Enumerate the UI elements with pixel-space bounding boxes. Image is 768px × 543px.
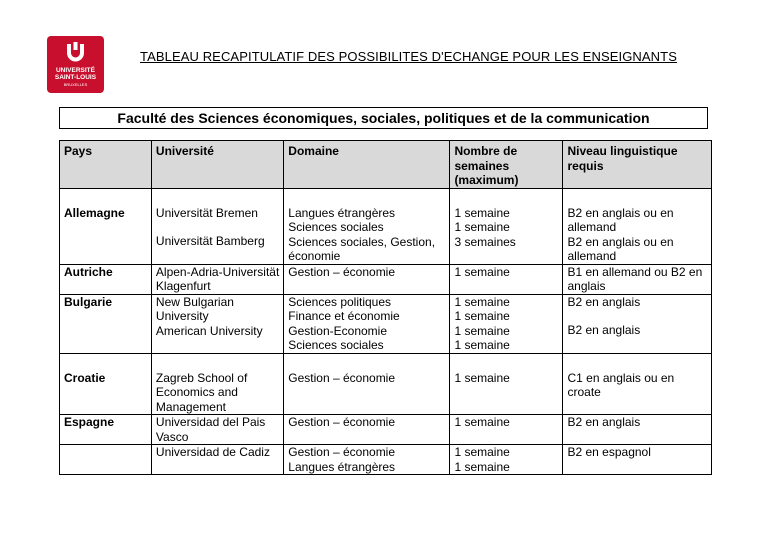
exchange-table	[59, 140, 712, 475]
domain-item: Sciences sociales	[288, 220, 384, 234]
cell-domain	[284, 353, 450, 415]
university-name: American University	[155, 323, 263, 338]
weeks-item: 1 semaine	[454, 294, 510, 309]
logo-line-1: UNIVERSITÉ	[55, 67, 95, 74]
cell-country	[60, 445, 152, 475]
domain-item: Sciences sociales	[288, 338, 384, 352]
weeks-item: 1 semaine	[454, 220, 510, 234]
table-row	[60, 188, 712, 264]
cell-language	[563, 188, 712, 264]
cell-country	[60, 188, 152, 264]
university-name: Universität Bremen	[155, 205, 258, 220]
cell-country	[60, 353, 152, 415]
domain-item: Sciences sociales, Gestion, économie	[288, 234, 436, 263]
cell-university	[151, 294, 283, 353]
cell-weeks	[450, 294, 563, 353]
language-item: B2 en anglais ou en allemand	[567, 234, 674, 263]
weeks-item: 1 semaine	[454, 309, 510, 323]
university-logo	[47, 36, 104, 93]
university-name: Zagreb School of Economics and Management	[155, 370, 248, 414]
language-item: B2 en anglais ou en allemand	[567, 205, 674, 234]
table-row	[60, 415, 712, 445]
cell-university: Universidad del Pais Vasco	[151, 415, 283, 445]
weeks-item: 1 semaine	[454, 323, 510, 338]
cell-domain	[284, 188, 450, 264]
cell-university	[151, 353, 283, 415]
country-name: Allemagne	[64, 205, 125, 220]
cell-language: B1 en allemand ou B2 en anglais	[563, 264, 712, 294]
cell-country: Espagne	[60, 415, 152, 445]
header-domain: Domaine	[284, 141, 450, 189]
cell-language: B2 en espagnol	[563, 445, 712, 475]
cell-university	[151, 188, 283, 264]
cell-country: Autriche	[60, 264, 152, 294]
cell-language: B2 en anglais	[563, 415, 712, 445]
weeks-item: 1 semaine	[454, 205, 510, 220]
table-header-row	[60, 141, 712, 189]
language-item: B2 en anglais	[567, 323, 641, 337]
document-title: TABLEAU RECAPITULATIF DES POSSIBILITES D'ECHANGE POUR LES ENSEIGNANTS	[140, 49, 677, 64]
header-weeks: Nombre de semaines (maximum)	[450, 141, 563, 189]
u-emblem-icon	[61, 42, 90, 64]
domain-item: Langues étrangères	[288, 205, 396, 220]
weeks-item: 1 semaine	[454, 338, 510, 352]
table-row	[60, 353, 712, 415]
table-row	[60, 294, 712, 353]
cell-language	[563, 353, 712, 415]
domain-item: Gestion – économie	[288, 370, 396, 385]
weeks-item: 3 semaines	[454, 234, 516, 249]
cell-weeks	[450, 445, 563, 475]
university-name: Universität Bamberg	[155, 234, 265, 248]
cell-weeks: 1 semaine	[450, 415, 563, 445]
language-item: C1 en anglais ou en croate	[567, 370, 675, 399]
language-item: B2 en anglais	[567, 294, 641, 309]
country-name: Croatie	[64, 370, 106, 385]
cell-university: Alpen-Adria-Universität Klagenfurt	[151, 264, 283, 294]
cell-language	[563, 294, 712, 353]
table-row	[60, 445, 712, 475]
cell-country	[60, 294, 152, 353]
header-country: Pays	[60, 141, 152, 189]
header-university: Université	[151, 141, 283, 189]
domain-item: Sciences politiques	[288, 294, 392, 309]
logo-line-3: BRUXELLES	[63, 82, 88, 87]
cell-weeks	[450, 353, 563, 415]
cell-university: Universidad de Cadiz	[151, 445, 283, 475]
domain-item: Gestion-Economie	[288, 323, 388, 338]
faculty-heading: Faculté des Sciences économiques, sociales, politiques et de la communication	[59, 107, 708, 129]
cell-weeks: 1 semaine	[450, 264, 563, 294]
logo-line-2: SAINT-LOUIS	[54, 74, 97, 81]
header-language: Niveau linguistique requis	[563, 141, 712, 189]
university-name: New Bulgarian University	[155, 294, 234, 323]
weeks-item: 1 semaine	[454, 370, 510, 385]
domain-item: Finance et économie	[288, 309, 400, 323]
cell-domain	[284, 445, 450, 475]
domain-item: Langues étrangères	[288, 459, 396, 474]
cell-weeks	[450, 188, 563, 264]
domain-item: Gestion – économie	[288, 445, 396, 459]
weeks-item: 1 semaine	[454, 445, 510, 459]
weeks-item: 1 semaine	[454, 459, 510, 474]
cell-domain: Gestion – économie	[284, 415, 450, 445]
country-name: Bulgarie	[64, 294, 113, 309]
cell-domain: Gestion – économie	[284, 264, 450, 294]
cell-domain	[284, 294, 450, 353]
table-row	[60, 264, 712, 294]
